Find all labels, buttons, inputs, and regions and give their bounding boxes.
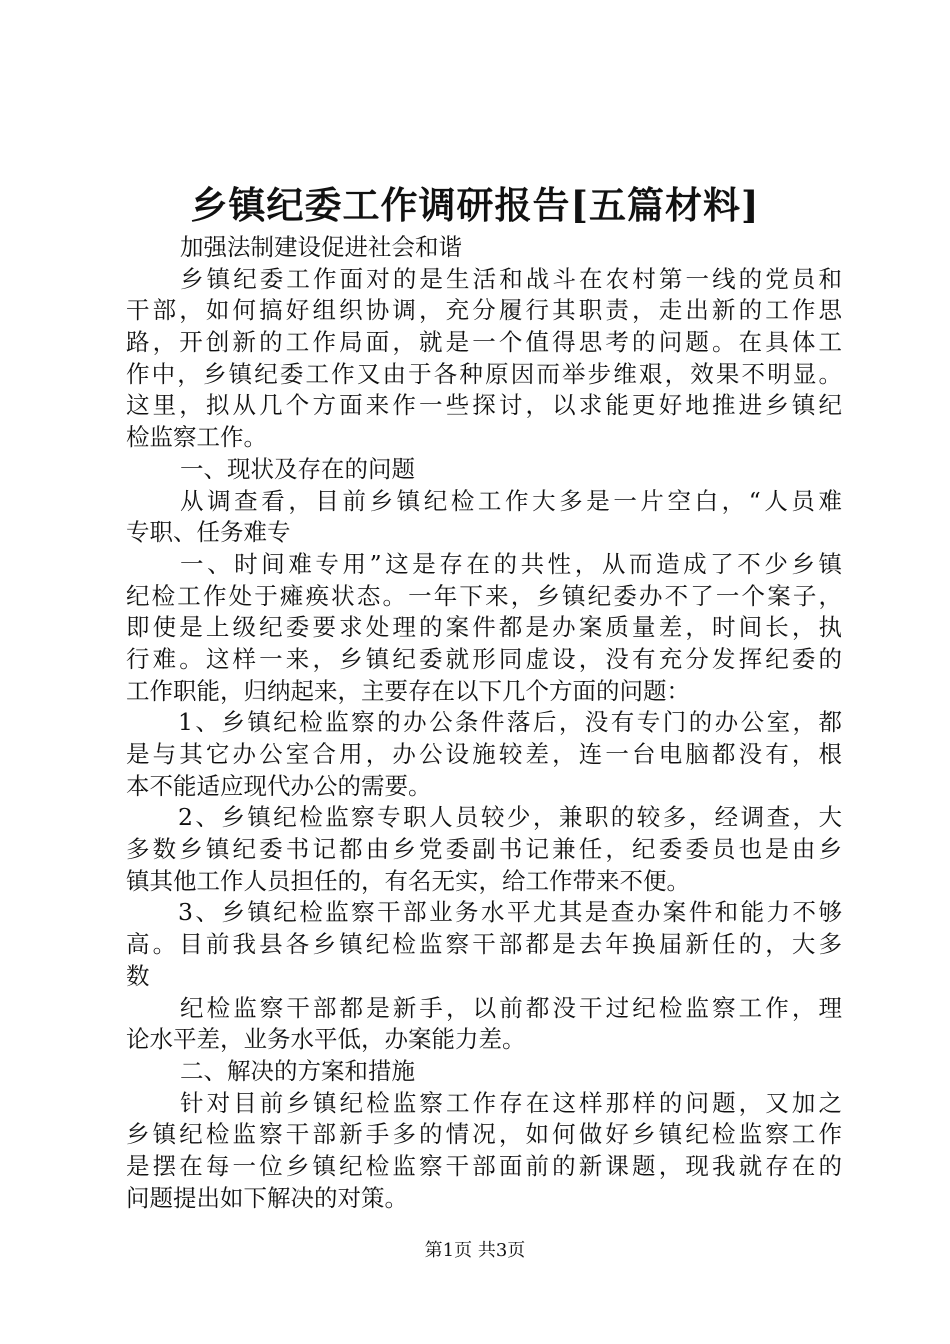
paragraph-line: 即使是上级纪委要求处理的案件都是办案质量差，时间长，执 xyxy=(126,613,842,642)
section-heading: 一、现状及存在的问题 xyxy=(180,454,415,483)
subtitle-line: 加强法制建设促进社会和谐 xyxy=(180,233,462,261)
list-item-line: 3、乡镇纪检监察干部业务水平尤其是查办案件和能力不够 xyxy=(178,898,842,927)
section-heading: 二、解决的方案和措施 xyxy=(180,1056,415,1085)
paragraph-line: 乡镇纪委工作面对的是生活和战斗在农村第一线的党员和 xyxy=(180,264,842,293)
paragraph-line: 从调查看，目前乡镇纪检工作大多是一片空白，“人员难 xyxy=(180,486,842,515)
list-item-line: 镇其他工作人员担任的，有名无实，给工作带来不便。 xyxy=(126,866,690,895)
paragraph-line: 问题提出如下解决的对策。 xyxy=(126,1183,408,1212)
paragraph-line: 针对目前乡镇纪检监察工作存在这样那样的问题，又加之 xyxy=(180,1088,842,1117)
paragraph-line: 纪检监察干部都是新手，以前都没干过纪检监察工作，理 xyxy=(180,993,842,1022)
paragraph-line: 检监察工作。 xyxy=(126,423,267,452)
paragraph-line: 路，开创新的工作局面，就是一个值得思考的问题。在具体工 xyxy=(126,328,842,357)
list-item-line: 多数乡镇纪委书记都由乡党委副书记兼任，纪委委员也是由乡 xyxy=(126,835,842,864)
paragraph-line: 纪检工作处于瘫痪状态。一年下来，乡镇纪委办不了一个案子， xyxy=(126,581,842,610)
paragraph-line: 一、时间难专用”这是存在的共性，从而造成了不少乡镇 xyxy=(180,549,842,578)
paragraph-line: 干部，如何搞好组织协调，充分履行其职责，走出新的工作思 xyxy=(126,296,842,325)
paragraph-line: 论水平差，业务水平低，办案能力差。 xyxy=(126,1025,526,1054)
list-item-line: 1、乡镇纪检监察的办公条件落后，没有专门的办公室，都 xyxy=(178,708,842,737)
paragraph-line: 行难。这样一来，乡镇纪委就形同虚设，没有充分发挥纪委的 xyxy=(126,644,842,673)
paragraph-line: 是摆在每一位乡镇纪检监察干部面前的新课题，现我就存在的 xyxy=(126,1151,842,1180)
list-item-line: 是与其它办公室合用，办公设施较差，连一台电脑都没有，根 xyxy=(126,740,842,768)
list-item-line: 2、乡镇纪检监察专职人员较少，兼职的较多，经调查，大 xyxy=(178,803,842,832)
paragraph-line: 工作职能，归纳起来，主要存在以下几个方面的问题： xyxy=(126,676,690,705)
paragraph-line: 专职、任务难专 xyxy=(126,518,291,547)
page-footer: 第1页 共3页 xyxy=(424,1240,526,1261)
list-item-line: 数 xyxy=(126,961,150,990)
list-item-line: 本不能适应现代办公的需要。 xyxy=(126,771,432,800)
paragraph-line: 这里，拟从几个方面来作一些探讨，以求能更好地推进乡镇纪 xyxy=(126,391,842,420)
document-title: 乡镇纪委工作调研报告[五篇材料] xyxy=(190,183,760,227)
list-item-line: 高。目前我县各乡镇纪检监察干部都是去年换届新任的，大多 xyxy=(126,930,842,959)
document-body xyxy=(126,232,842,1214)
paragraph-line: 作中，乡镇纪委工作又由于各种原因而举步维艰，效果不明显。 xyxy=(126,359,842,388)
paragraph-line: 乡镇纪检监察干部新手多的情况，如何做好乡镇纪检监察工作 xyxy=(126,1120,842,1149)
